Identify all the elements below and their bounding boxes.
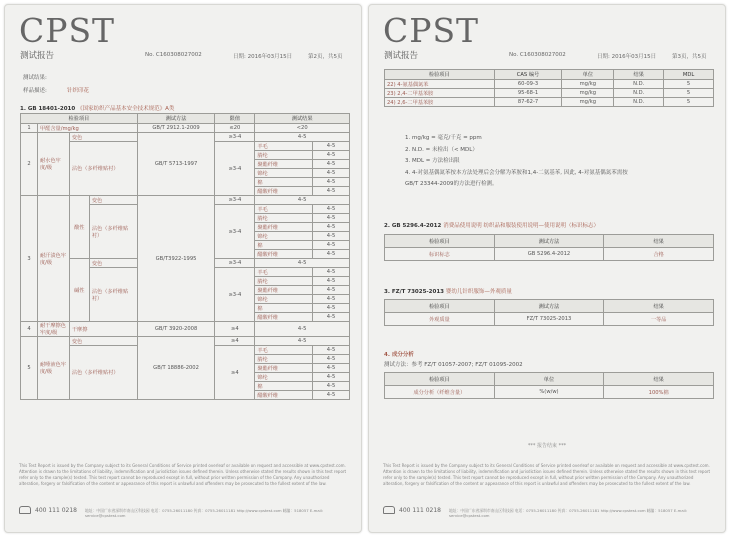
table-header-row: 检验项目 CAS 编号 单位 结果 MDL [385, 70, 714, 80]
header-limit: 限值 [215, 114, 255, 124]
phone-row [383, 506, 441, 514]
section-3-heading: 3. FZ/T 73025-2013 婴幼儿针织服饰—外观质量 [384, 289, 512, 295]
table-header-row: 检验项目 测试方法 结果 [385, 300, 714, 313]
note-item: 2. N.D. = 未检出（< MDL） [405, 146, 478, 153]
table-row: 2 耐水色牢度/级 变色 GB/T 5713-1997 ≥3-4 4-5 [21, 133, 350, 142]
composition-table [384, 372, 714, 399]
table-row: 腈纶 4-5 [21, 277, 350, 286]
table-header-row: 检验项目 单位 结果 [385, 373, 714, 386]
legal-footer: This Test Report is issued by the Company subject to its General Conditions of Service printed overleaf or available on request and accessible at www.cpstest.com. Attention is drawn to the limitations of liability, indemnification and jurisdiction issues defined therein. Unless otherwise stated the results shown in this test report refer only to the sample(s) tested. This test report cannot be reproduced except in full, without prior written permission of the Company. Any unauthorized alteration, forgery or falsification of the content or appearance of this report is unlawful and offenders may be prosecuted to the fullest extent of the law. [19, 463, 347, 486]
labeling-table [384, 234, 714, 261]
section-4-heading: 4. 成分分析 [384, 352, 414, 358]
table-row: 腈纶 4-5 [21, 355, 350, 364]
legal-footer: This Test Report is issued by the Company subject to its General Conditions of Service printed overleaf or available on request and accessible at www.cpstest.com. Attention is drawn to the limitations of liability, indemnification and jurisdiction issues defined therein. Unless otherwise stated the results shown in this test report refer only to the sample(s) tested. This test report cannot be reproduced except in full, without prior written permission of the Company. Any unauthorized alteration, forgery or falsification of the content or appearance of this report is unlawful and offenders may be prosecuted to the fullest extent of the law. [383, 463, 711, 486]
table-row: 4 耐干摩擦色牢度/级 干摩擦 GB/T 3920-2008 ≥4 4-5 [21, 322, 350, 337]
table-row: 沾色（多纤维贴衬） ≥4 羊毛 4-5 [21, 346, 350, 355]
appearance-table [384, 299, 714, 326]
report-subtitle: 测试报告 [384, 51, 419, 61]
table-row: 22) 4-氨基偶氮苯 60-09-3 mg/kg N.D. 5 [385, 80, 714, 89]
table-row: 锦纶 4-5 [21, 295, 350, 304]
table-row: 醋酸纤维 4-5 [21, 313, 350, 322]
table-header-row: 检验项目 测试方法 结果 [385, 235, 714, 248]
results-label: 测试结果: [23, 75, 47, 81]
company-address: 地址：中国广东省深圳市南山区科技园 电话：0755-26011180 传真：0755-26011181 http://www.cpstest.com 邮编：518057 E-mail: service@cpstest.com [449, 508, 688, 518]
table-row: 3 耐汗渍色牢度/级 酸性 变色 GB/T3922-1995 ≥3-4 4-5 [21, 196, 350, 205]
table-row: 醋酸纤维 4-5 [21, 391, 350, 400]
table-row: 棉 4-5 [21, 304, 350, 313]
table-row: 沾色（多纤维贴衬） ≥3-4 羊毛 4-5 [21, 142, 350, 151]
table-row: 锦纶 4-5 [21, 373, 350, 382]
section-4-method: 测试方法：参考 FZ/T 01057-2007; FZ/T 01095-2002 [384, 362, 523, 368]
table-row: 聚酯纤维 4-5 [21, 286, 350, 295]
phone-icon [383, 506, 395, 514]
header-method: 测试方法 [137, 114, 215, 124]
phone-number: 400 111 0218 [399, 506, 441, 514]
page-number: 第3页，共5页 [672, 54, 707, 60]
report-end-mark: *** 报告结束 *** [527, 443, 567, 449]
phone-row [19, 506, 77, 514]
table-row: 外观质量 FZ/T 73025-2013 一等品 [385, 313, 714, 326]
cpst-logo: CPST [383, 11, 480, 50]
report-date: 日期: 2016年03月15日 [597, 54, 657, 60]
report-subtitle: 测试报告 [20, 51, 55, 61]
table-row: 腈纶 4-5 [21, 214, 350, 223]
table-row: 醋酸纤维 4-5 [21, 187, 350, 196]
table-row: 1 甲醛含量/mg/kg GB/T 2912.1-2009 ≤20 <20 [21, 124, 350, 133]
header-result: 测试结果 [255, 114, 350, 124]
table-row: 醋酸纤维 4-5 [21, 250, 350, 259]
table-row: 沾色（多纤维贴衬） ≥3-4 羊毛 4-5 [21, 205, 350, 214]
report-page-left [4, 4, 362, 533]
table-row: 锦纶 4-5 [21, 232, 350, 241]
section-2-heading: 2. GB 5296.4-2012 消费品使用说明 纺织品和服装使用说明—使用说明（标识标志） [384, 223, 599, 229]
note-item: GB/T 23344-2009的方法进行检测。 [405, 181, 498, 187]
table-row: 棉 4-5 [21, 241, 350, 250]
phone-number: 400 111 0218 [35, 506, 77, 514]
report-date: 日期: 2016年03月15日 [233, 54, 293, 60]
table-row: 聚酯纤维 4-5 [21, 160, 350, 169]
section-1-heading: 1. GB 18401-2010 《国家纺织产品基本安全技术规范》A类 [20, 106, 175, 112]
sample-desc-value: 针织印花 [67, 88, 90, 94]
table-row: 聚酯纤维 4-5 [21, 223, 350, 232]
table-header-row [21, 114, 350, 124]
note-item: 4. 4-对氨基偶氮苯按本方法处理后会分解为苯胺和1,4-二氨基苯, 因此, 4-对氨基偶氮苯需按 [405, 169, 628, 176]
table-row: 碱性 变色 ≥3-4 4-5 [21, 259, 350, 268]
table-row: 锦纶 4-5 [21, 169, 350, 178]
phone-icon [19, 506, 31, 514]
page-number: 第2页，共5页 [308, 54, 343, 60]
table-row: 棉 4-5 [21, 178, 350, 187]
aromatic-amine-table [384, 69, 714, 107]
table-row: 成分分析（纤维含量） %(w/w) 100%棉 [385, 386, 714, 399]
report-number: No. C160308027002 [145, 52, 202, 58]
sample-desc-label: 样品描述: [23, 88, 47, 94]
table-row: 5 耐唾液色牢度/级 变色 GB/T 18886-2002 ≥4 4-5 [21, 337, 350, 346]
table-row: 沾色（多纤维贴衬） ≥3-4 羊毛 4-5 [21, 268, 350, 277]
note-item: 1. mg/kg = 毫克/千克 = ppm [405, 135, 482, 141]
table-row: 腈纶 4-5 [21, 151, 350, 160]
table-row: 棉 4-5 [21, 382, 350, 391]
report-page-right [368, 4, 726, 533]
table-row: 24) 2,6-二甲基苯胺 87-62-7 mg/kg N.D. 5 [385, 98, 714, 107]
note-item: 3. MDL = 方法检出限 [405, 158, 460, 164]
header-item: 检验项目 [21, 114, 138, 124]
table-row: 聚酯纤维 4-5 [21, 364, 350, 373]
notes-list [405, 133, 628, 191]
gb18401-results-table [20, 113, 350, 400]
table-row: 23) 2,4-二甲基苯胺 95-68-1 mg/kg N.D. 5 [385, 89, 714, 98]
cpst-logo: CPST [19, 11, 116, 50]
table-row: 标识标志 GB 5296.4-2012 合格 [385, 248, 714, 261]
company-address: 地址：中国广东省深圳市南山区科技园 电话：0755-26011180 传真：0755-26011181 http://www.cpstest.com 邮编：518057 E-mail: service@cpstest.com [85, 508, 324, 518]
report-number: No. C160308027002 [509, 52, 566, 58]
